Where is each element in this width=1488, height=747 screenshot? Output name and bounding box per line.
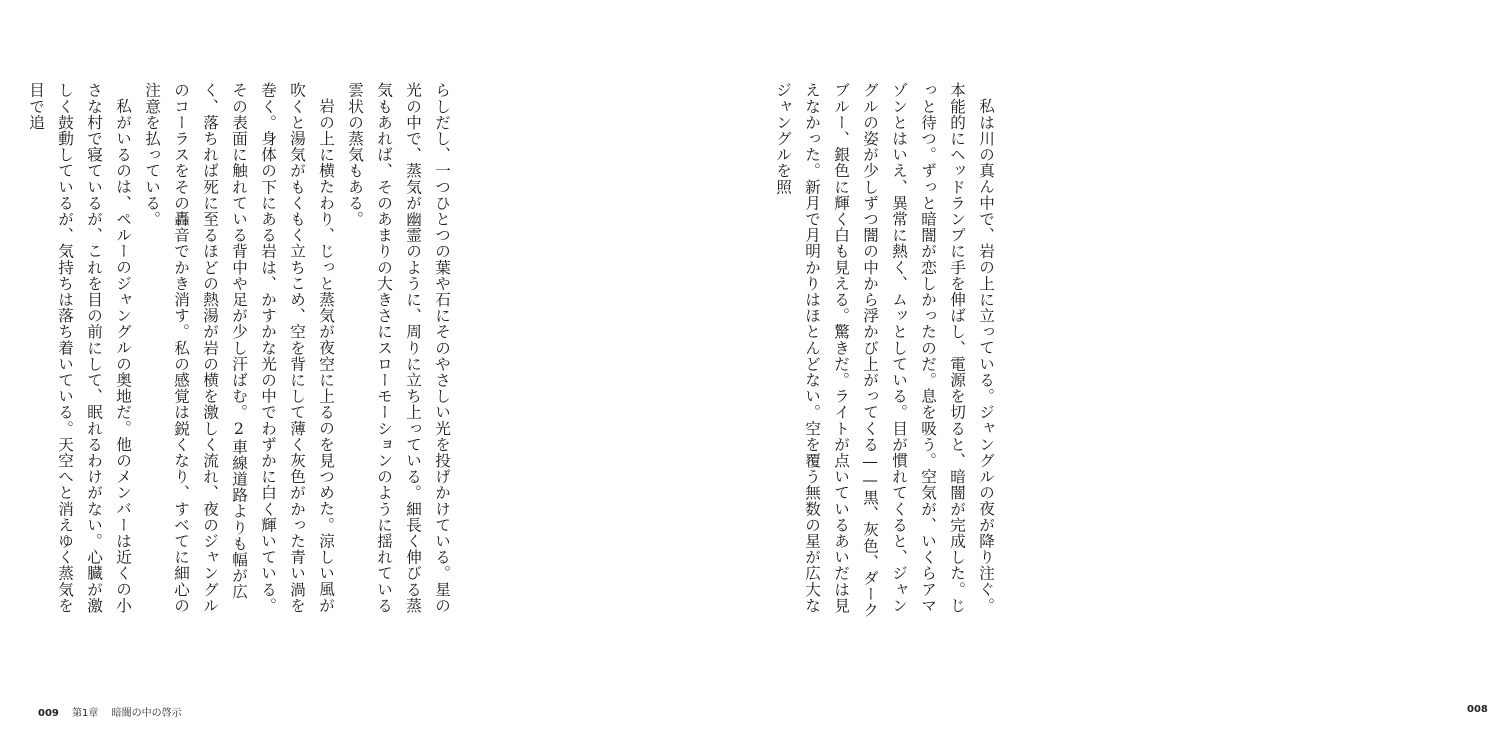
paragraph-1: 私は川の真ん中で、岩の上に立っている。ジャングルの夜が降り注ぐ。本能的にヘッドランプに手を伸ばし、電源を切ると、暗闇が完成した。じっと待つ。ずっと暗闇が恋しかったのだ。息を吸う。空気が、いくらアマゾンとはいえ、異常に熱く、ムッとしている。目が慣れてくると、ジャングルの姿が少しずつ闇の中から浮かび上がってくる——黒、灰色、ダークブルー、銀色に輝く白も見える。驚きだ。ライトが点いているあいだは見えなかった。新月で月明かりはほとんどない。空を覆う無数の星が広大なジャングルを照 [774, 82, 995, 619]
right-page [512, 0, 1488, 747]
left-page [0, 0, 512, 747]
paragraph-3: 私がいるのは、ペルーのジャングルの奥地だ。他のメンバーは近くの小さな村で寝ているが、これを目の前にして、眠れるわけがない。心臓が激しく鼓動しているが、気持ちは落ち着いている。天空へと消えゆく蒸気を目で追 [27, 82, 132, 614]
left-page-footer [38, 704, 182, 719]
paragraph-2: 岩の上に横たわり、じっと蒸気が夜空に上るのを見つめた。涼しい風が吹くと湯気がもくもく立ちこめ、空を背にして薄く灰色がかった青い渦を巻く。身体の下にある岩は、かすかな光の中でわずかに白く輝いている。その表面に触れている背中や足が少し汗ばむ。2車線道路よりも幅が広く、落ちれば死に至るほどの熱湯が岩の横を激しく流れ、夜のジャングルのコーラスをその轟音でかき消す。私の感覚は鋭くなり、すべてに細心の注意を払っている。 [143, 82, 335, 614]
page-number: 009 [38, 708, 59, 719]
left-page-body [16, 82, 456, 622]
paragraph-1: らしだし、一つひとつの葉や石にそのやさしい光を投げかけている。星の光の中で、蒸気が幽霊のように、周りに立ち上っている。細長く伸びる蒸気もあれば、そのあまりの大きさにスローモーションのように揺れている雲状の蒸気もある。 [346, 82, 451, 614]
right-page-body [560, 82, 1000, 622]
section-title: 暗闇の中の啓示 [111, 708, 182, 719]
chapter-label: 第1章 [72, 708, 99, 719]
page-number: 008 [1467, 704, 1488, 715]
